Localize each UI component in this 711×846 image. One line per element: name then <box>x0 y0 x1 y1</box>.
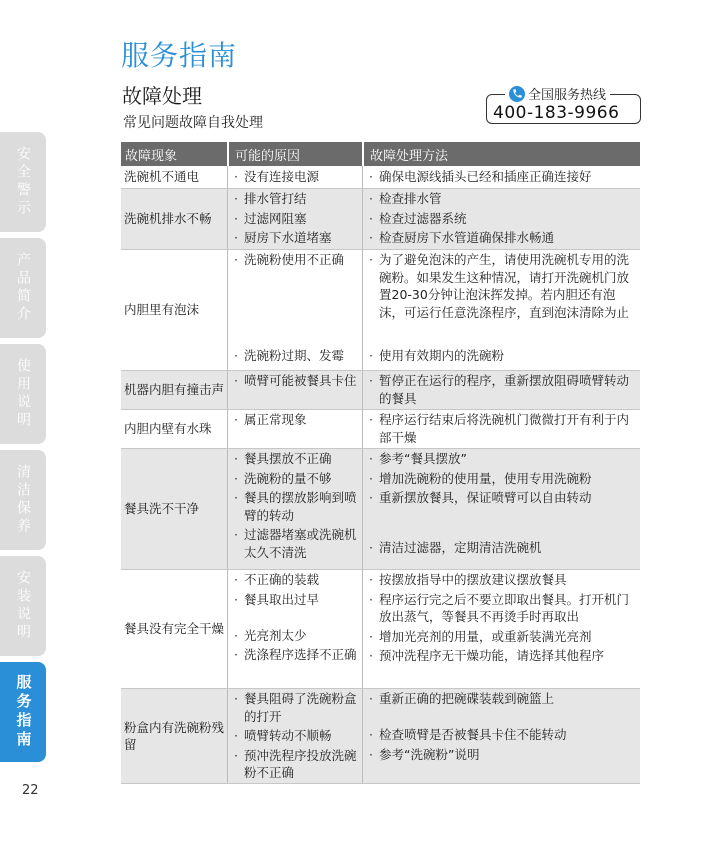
page-number: 22 <box>22 783 39 798</box>
symptom-cell: 内胆里有泡沫 <box>124 302 200 318</box>
solution-text: 预冲洗程序无干燥功能，请选择其他程序 <box>379 648 605 663</box>
cause-cell: · 洗碗粉使用不正确 · 洗碗粉过期、发霉 <box>227 250 362 370</box>
header-symptom: 故障现象 <box>125 148 178 164</box>
hotline-number: 400-183-9966 <box>493 103 620 123</box>
side-tab-label: 清洁保养 <box>15 464 31 536</box>
solution-text: 确保电源线插头已经和插座正确连接好 <box>379 169 592 185</box>
side-tab-intro[interactable] <box>0 238 46 338</box>
table-row <box>121 189 640 250</box>
header-cause: 可能的原因 <box>227 142 362 166</box>
side-tab-service[interactable] <box>0 662 46 762</box>
side-tab-label: 服务指南 <box>14 674 33 750</box>
service-hotline-box <box>486 88 641 124</box>
symptom-cell: 内胆内壁有水珠 <box>124 421 212 437</box>
solution-text: 暂停正在运行的程序，重新摆放阻碍喷臂转动的餐具 <box>379 373 630 406</box>
side-tab-label: 产品简介 <box>15 252 31 324</box>
solution-text: 参考“洗碗粉”说明 <box>379 746 480 762</box>
solution-text: 检查排水管 <box>379 191 442 206</box>
side-tab-label: 使用说明 <box>15 358 31 430</box>
cause-text: 不正确的装载 <box>244 572 320 587</box>
header-solution: 故障处理方法 <box>362 142 640 166</box>
cause-text: 厨房下水道堵塞 <box>244 230 332 245</box>
solution-cell: · 暂停正在运行的程序，重新摆放阻碍喷臂转动的餐具 <box>362 371 640 409</box>
page-caption: 常见问题故障自我处理 <box>123 115 263 131</box>
symptom-cell: 洗碗机排水不畅 <box>124 211 212 227</box>
side-tab-cleaning[interactable] <box>0 450 46 550</box>
table-row <box>121 371 640 410</box>
cause-text: 餐具阻碍了洗碗粉盒的打开 <box>244 691 357 724</box>
solution-text: 参考“餐具摆放” <box>379 451 467 466</box>
table-row <box>121 166 640 189</box>
cause-text: 预冲洗程序投放洗碗粉不正确 <box>244 747 357 780</box>
solution-text: 使用有效期内的洗碗粉 <box>379 348 505 363</box>
cause-text: 喷臂转动不顺畅 <box>244 728 332 743</box>
cause-cell: · 餐具阻碍了洗碗粉盒的打开 · 喷臂转动不顺畅 · 预冲洗程序投放洗碗粉不正确 <box>227 689 362 783</box>
cause-cell: · 属正常现象 <box>227 410 362 448</box>
hotline-label: 全国服务热线 <box>528 88 607 103</box>
solution-cell: · 确保电源线插头已经和插座正确连接好 <box>362 166 640 188</box>
solution-cell: · 参考“餐具摆放” · 增加洗碗粉的使用量，使用专用洗碗粉 · 重新摆放餐具，保证喷臂可以自由转动 · 清洁过滤器，定期清洁洗碗机 <box>362 449 640 569</box>
symptom-cell: 洗碗机不通电 <box>124 169 200 185</box>
cause-text: 洗碗粉使用不正确 <box>244 252 345 267</box>
solution-text: 清洁过滤器，定期清洁洗碗机 <box>379 539 542 555</box>
cause-text: 洗碗粉的量不够 <box>244 470 332 486</box>
side-tab-installation[interactable] <box>0 556 46 656</box>
solution-text: 程序运行完之后不要立即取出餐具。打开机门放出蒸气，等餐具不再烫手时再取出 <box>379 591 630 624</box>
section-title: 服务指南 <box>121 39 238 72</box>
solution-text: 重新摆放餐具，保证喷臂可以自由转动 <box>379 490 592 505</box>
cause-cell: · 餐具摆放不正确 · 洗碗粉的量不够 · 餐具的摆放影响到喷臂的转动 · 过滤器堵塞或洗碗机太久不清洗 <box>227 449 362 569</box>
cause-cell: · 排水管打结 · 过滤网阻塞 · 厨房下水道堵塞 <box>227 189 362 249</box>
solution-cell: · 程序运行结束后将洗碗机门微微打开有利于内部干燥 <box>362 410 640 448</box>
solution-text: 检查喷臂是否被餐具卡住不能转动 <box>379 727 567 742</box>
side-tab-safety[interactable] <box>0 132 46 232</box>
side-tab-label: 安全警示 <box>15 146 31 218</box>
solution-cell: · 重新正确的把碗碟装载到碗篮上 · 检查喷臂是否被餐具卡住不能转动 · 参考“洗碗粉”说明 <box>362 689 640 783</box>
solution-text: 检查过滤器系统 <box>379 210 467 226</box>
table-row <box>121 250 640 371</box>
cause-text: 餐具取出过早 <box>244 591 320 607</box>
symptom-cell: 粉盒内有洗碗粉残留 <box>124 719 225 752</box>
solution-cell: · 按摆放指导中的摆放建议摆放餐具 · 程序运行完之后不要立即取出餐具。打开机门放出蒸气，等餐具不再烫手时再取出 · 增加光亮剂的用量，或重新装满光亮剂 · 预冲洗程序无干燥功能，请选择其他程序 <box>362 570 640 688</box>
page-subtitle: 故障处理 <box>122 84 202 108</box>
cause-text: 餐具摆放不正确 <box>244 451 332 466</box>
cause-text: 没有连接电源 <box>244 169 320 185</box>
cause-cell: · 喷臂可能被餐具卡住 <box>227 371 362 409</box>
symptom-cell: 餐具洗不干净 <box>124 501 200 517</box>
solution-text: 程序运行结束后将洗碗机门微微打开有利于内部干燥 <box>379 412 630 445</box>
cause-text: 过滤网阻塞 <box>244 210 307 226</box>
cause-cell: · 没有连接电源 <box>227 166 362 188</box>
cause-text: 排水管打结 <box>244 191 307 206</box>
troubleshooting-table <box>121 142 640 784</box>
solution-cell: · 为了避免泡沫的产生，请使用洗碗机专用的洗碗粉。如果发生这种情况，请打开洗碗机门放置20-30分钟让泡沫挥发掉。若内胆还有泡沫，可运行任意洗涤程序，直到泡沫清除为止 · 使用有效期内的洗碗粉 <box>362 250 640 370</box>
side-tab-usage[interactable] <box>0 344 46 444</box>
cause-cell: · 不正确的装载 · 餐具取出过早 · 光亮剂太少 · 洗涤程序选择不正确 <box>227 570 362 688</box>
phone-icon <box>509 86 525 102</box>
solution-cell: · 检查排水管 · 检查过滤器系统 · 检查厨房下水管道确保排水畅通 <box>362 189 640 249</box>
cause-text: 洗碗粉过期、发霉 <box>244 348 345 363</box>
table-row <box>121 689 640 784</box>
solution-text: 重新正确的把碗碟装载到碗篮上 <box>379 691 555 706</box>
cause-text: 属正常现象 <box>244 412 307 427</box>
cause-text: 喷臂可能被餐具卡住 <box>244 373 357 388</box>
cause-text: 过滤器堵塞或洗碗机太久不清洗 <box>244 527 357 560</box>
solution-text: 增加洗碗粉的使用量，使用专用洗碗粉 <box>379 470 592 486</box>
symptom-cell: 餐具没有完全干燥 <box>124 621 225 637</box>
table-row <box>121 449 640 570</box>
table-row <box>121 570 640 689</box>
solution-text: 检查厨房下水管道确保排水畅通 <box>379 230 555 245</box>
side-tab-label: 安装说明 <box>15 570 31 642</box>
solution-text: 增加光亮剂的用量，或重新装满光亮剂 <box>379 628 592 644</box>
symptom-cell: 机器内胆有撞击声 <box>124 382 225 398</box>
solution-text: 为了避免泡沫的产生，请使用洗碗机专用的洗碗粉。如果发生这种情况，请打开洗碗机门放置20-30分钟让泡沫挥发掉。若内胆还有泡沫，可运行任意洗涤程序，直到泡沫清除为止 <box>379 252 630 320</box>
solution-text: 按摆放指导中的摆放建议摆放餐具 <box>379 572 567 587</box>
cause-text: 光亮剂太少 <box>244 627 307 643</box>
cause-text: 餐具的摆放影响到喷臂的转动 <box>244 490 357 523</box>
table-row <box>121 410 640 449</box>
table-header <box>121 142 640 166</box>
cause-text: 洗涤程序选择不正确 <box>244 647 357 662</box>
